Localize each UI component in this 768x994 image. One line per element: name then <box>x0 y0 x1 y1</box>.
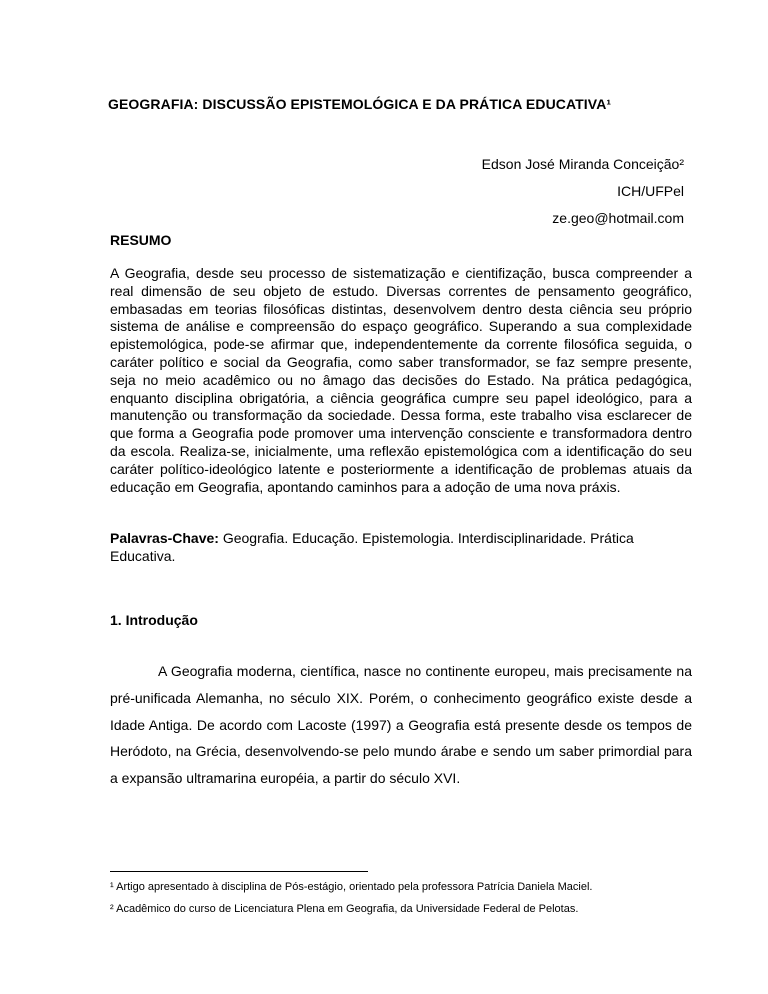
author-institution: ICH/UFPel <box>617 183 684 199</box>
abstract-text: A Geografia, desde seu processo de sistematização e cientifização, busca compreender a real dimensão de seu objeto de estudo. Diversas correntes de pensamento geográfico, embasadas em teorias filosóficas distintas, desenvolvem dentro desta ciência seu próprio sistema de análise e compreensão do espaço geográfico. Superando a sua complexidade epistemológica, pode-se afirmar que, independentemente da corrente filosófica seguida, o caráter político e social da Geografia, como saber transformador, se faz sempre presente, seja no meio acadêmico ou no âmago das decisões do Estado. Na prática pedagógica, enquanto disciplina obrigatória, a ciência geográfica cumpre seu papel ideológico, para a manutenção ou transformação da sociedade. Dessa forma, este trabalho visa esclarecer de que forma a Geografia pode promover uma intervenção consciente e transformadora dentro da escola. Realiza-se, inicialmente, uma reflexão epistemológica com a identificação do seu caráter político-ideológico latente e posteriormente a identificação de problemas atuais da educação em Geografia, apontando caminhos para a adoção de uma nova práxis. <box>110 265 692 495</box>
keywords <box>110 530 692 566</box>
abstract-heading: RESUMO <box>110 232 172 248</box>
footnotes <box>110 880 710 924</box>
author-block <box>482 151 684 232</box>
footnote-divider <box>110 871 368 872</box>
author-email: ze.geo@hotmail.com <box>552 210 684 226</box>
keywords-label: Palavras-Chave: <box>110 530 219 546</box>
footnote-2: ² Acadêmico do curso de Licenciatura Plena em Geografia, da Universidade Federal de Pelotas. <box>110 903 579 915</box>
keywords-text: Geografia. Educação. Epistemologia. Interdisciplinaridade. Prática Educativa. <box>110 530 634 564</box>
introduction-paragraph: A Geografia moderna, científica, nasce no continente europeu, mais precisamente na pré-unificada Alemanha, no século XIX. Porém, o conhecimento geográfico existe desde a Idade Antiga. De acordo com Lacoste (1997) a Geografia está presente desde os tempos de Heródoto, na Grécia, desenvolvendo-se pelo mundo árabe e sendo um saber primordial para a expansão ultramarina européia, a partir do século XVI. <box>110 663 692 787</box>
introduction-heading: 1. Introdução <box>110 612 198 628</box>
paper-title: GEOGRAFIA: DISCUSSÃO EPISTEMOLÓGICA E DA PRÁTICA EDUCATIVA¹ <box>108 96 612 112</box>
footnote-1: ¹ Artigo apresentado à disciplina de Pós-estágio, orientado pela professora Patrícia Daniela Maciel. <box>110 881 593 893</box>
author-name: Edson José Miranda Conceição² <box>481 156 684 172</box>
